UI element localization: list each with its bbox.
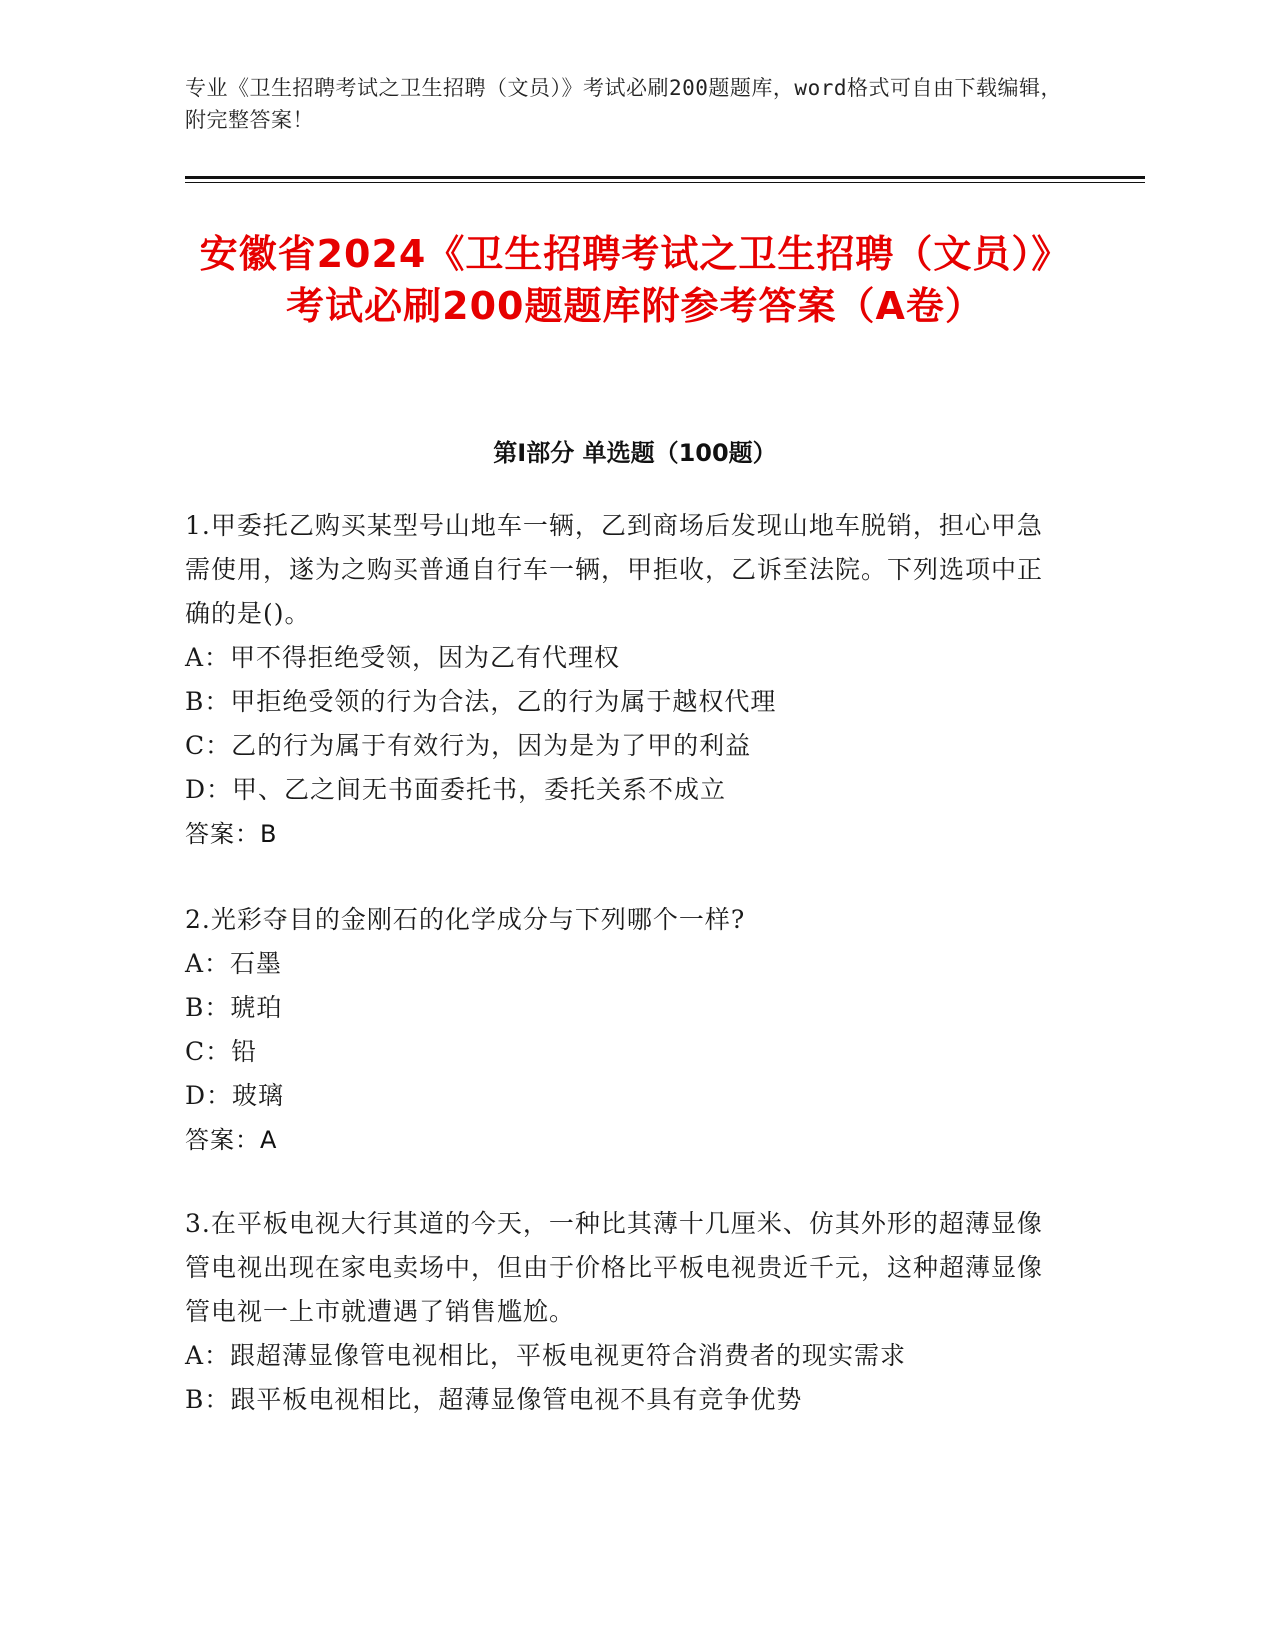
option-a: A：石墨 [185, 949, 283, 978]
option-d: D：玻璃 [185, 1081, 285, 1110]
question-stem: 3.在平板电视大行其道的今天，一种比其薄十几厘米、仿其外形的超薄显像管电视出现在家电卖场中，但由于价格比平板电视贵近千元，这种超薄显像管电视一上市就遭遇了销售尴尬。 [185, 1209, 1044, 1326]
answer-line: 答案：A [185, 1126, 278, 1154]
answer-line: 答案：B [185, 820, 278, 848]
header-note: 专业《卫生招聘考试之卫生招聘（文员）》考试必刷200题题库，word格式可自由下载编辑，附完整答案！ [185, 76, 1062, 132]
question-3 [185, 1202, 1065, 1422]
question-2 [185, 898, 1065, 1162]
question-1 [185, 504, 1065, 856]
option-c: C：乙的行为属于有效行为，因为是为了甲的利益 [185, 731, 752, 760]
option-d: D：甲、乙之间无书面委托书，委托关系不成立 [185, 775, 727, 804]
header-rule-thin [185, 182, 1145, 183]
document-title: 安徽省2024《卫生招聘考试之卫生招聘（文员）》考试必刷200题题库附参考答案（A卷） [199, 232, 1071, 328]
section-heading: 第Ⅰ部分 单选题（100题） [493, 439, 777, 467]
option-b: B：甲拒绝受领的行为合法，乙的行为属于越权代理 [185, 687, 777, 716]
option-a: A：跟超薄显像管电视相比，平板电视更符合消费者的现实需求 [185, 1341, 907, 1370]
header-rule-thick [185, 176, 1145, 179]
option-b: B：跟平板电视相比，超薄显像管电视不具有竞争优势 [185, 1385, 803, 1414]
question-stem: 2.光彩夺目的金刚石的化学成分与下列哪个一样? [185, 905, 746, 934]
question-stem: 1.甲委托乙购买某型号山地车一辆，乙到商场后发现山地车脱销，担心甲急需使用，遂为之购买普通自行车一辆，甲拒收，乙诉至法院。下列选项中正确的是()。 [185, 511, 1044, 628]
option-c: C：铅 [185, 1037, 258, 1066]
option-a: A：甲不得拒绝受领，因为乙有代理权 [185, 643, 621, 672]
option-b: B：琥珀 [185, 993, 283, 1022]
